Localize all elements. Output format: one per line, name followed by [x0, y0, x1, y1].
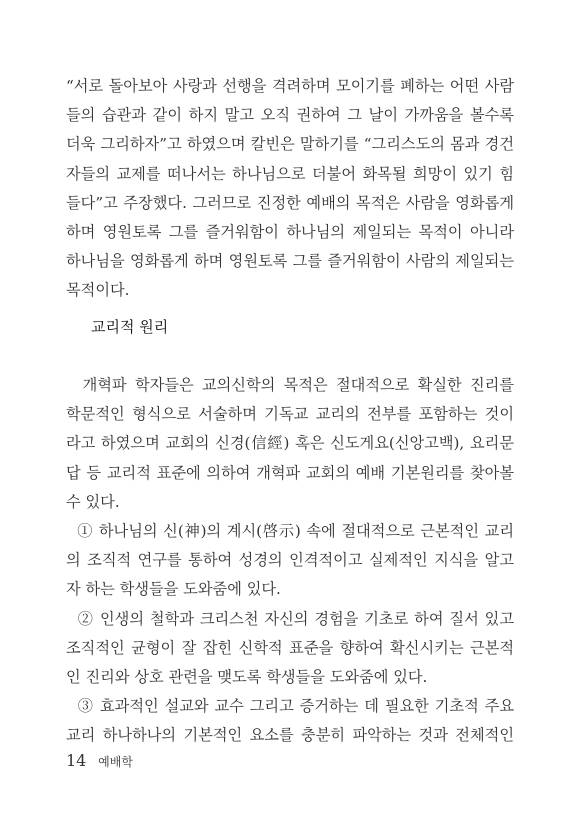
text-line: ③ 효과적인 설교와 교수 그리고 증거하는 데 필요한 기초적 주요 [66, 697, 514, 716]
page-footer [66, 751, 133, 770]
text-line: ② 인생의 철학과 크리스천 자신의 경험을 기초로 하여 질서 있고 [66, 609, 514, 628]
text-line: “서로 돌아보아 사랑과 선행을 격려하며 모이기를 폐하는 어떤 사람 [66, 77, 514, 95]
text-line: 자 하는 학생들을 도와줌에 있다. [66, 580, 281, 599]
text-line: ① 하나님의 신(神)의 계시(啓示) 속에 절대적으로 근본적인 교리 [66, 522, 514, 541]
text-line: 더욱 그리하자”고 하였으며 칼빈은 말하기를 “그리스도의 몸과 경건 [66, 135, 514, 154]
text-line: 수 있다. [66, 492, 120, 511]
section-heading: 교리적 원리 [91, 318, 169, 336]
text-line: 답 등 교리적 표준에 의하여 개혁파 교회의 예배 기본원리를 찾아볼 [66, 463, 514, 482]
text-line: 자들의 교제를 떠나서는 하나님으로 더불어 화목될 희망이 있기 힘 [66, 164, 514, 183]
text-line: 학문적인 형식으로 서술하며 기독교 교리의 전부를 포함하는 것이 [66, 405, 514, 424]
text-line: 하며 영원토록 그를 즐거워함이 하나님의 제일되는 목적이 아니라 [66, 223, 514, 242]
text-line: 들다”고 주장했다. 그러므로 진정한 예배의 목적은 사람을 영화롭게 [66, 193, 514, 212]
body-paragraph-1 [66, 72, 514, 306]
page-number: 14 [66, 751, 87, 770]
body-paragraph-2 [66, 371, 514, 751]
text-line: 개혁파 학자들은 교의신학의 목적은 절대적으로 확실한 진리를 [66, 376, 514, 394]
text-line: 목적이다. [66, 281, 130, 300]
text-line: 교리 하나하나의 기본적인 요소를 충분히 파악하는 것과 전체적인 [66, 726, 514, 745]
text-line: 인 진리와 상호 관련을 맺도록 학생들을 도와줌에 있다. [66, 668, 428, 687]
text-line: 조직적인 균형이 잘 잡힌 신학적 표준을 향하여 확신시키는 근본적 [66, 638, 514, 657]
text-line: 하나님을 영화롭게 하며 영원토록 그를 즐거워함이 사람의 제일되는 [66, 252, 514, 271]
text-line: 라고 하였으며 교회의 신경(信經) 혹은 신도게요(신앙고백), 요리문 [66, 434, 514, 453]
text-line: 들의 습관과 같이 하지 말고 오직 권하여 그 날이 가까움을 볼수록 [66, 106, 514, 125]
text-line: 의 조직적 연구를 통하여 성경의 인격적이고 실제적인 지식을 알고 [66, 551, 514, 570]
running-title: 예배학 [98, 755, 133, 769]
